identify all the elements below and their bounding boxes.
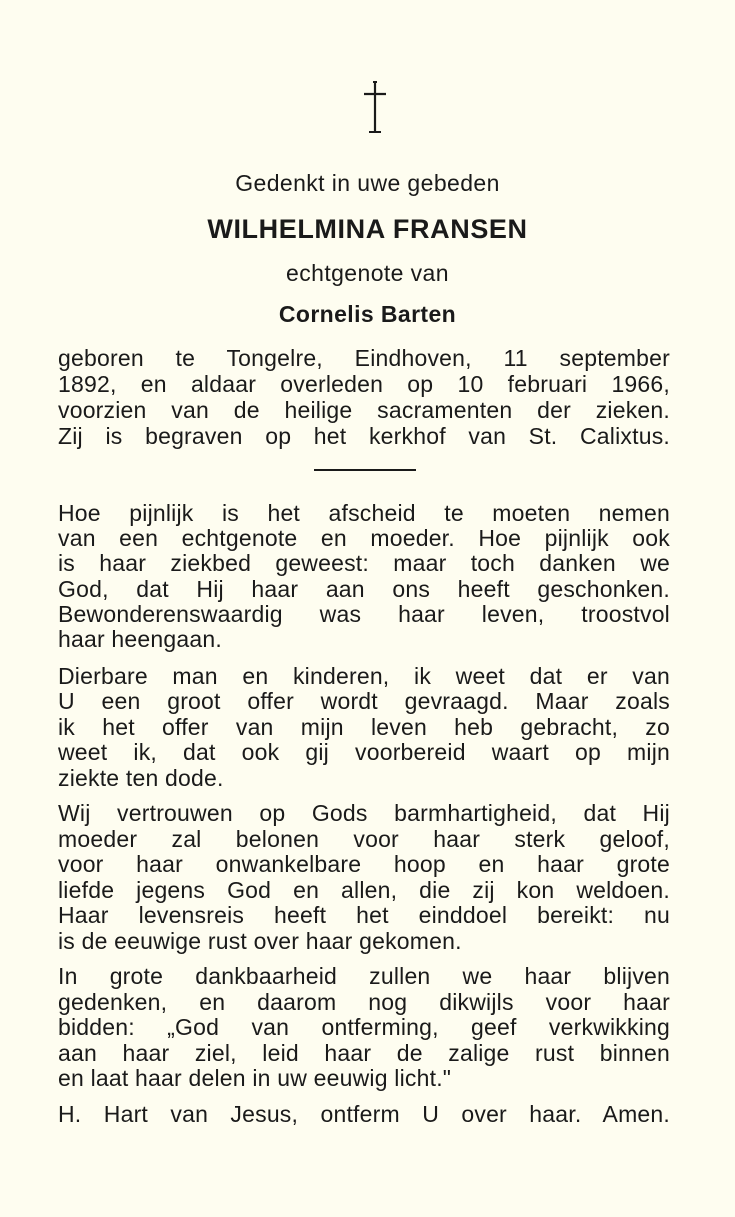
paragraph-line: haar heengaan. [58,626,222,652]
prayer-intro: Gedenkt in uwe gebeden [235,170,500,196]
paragraph-line: van een echtgenote en moeder. Hoe pijnlijk ook [58,525,670,551]
divider [314,469,416,471]
paragraph-line: Hoe pijnlijk is het afscheid te moeten nemen [58,500,670,526]
deceased-name: WILHELMINA FRANSEN [207,214,528,244]
paragraph-line: aan haar ziel, leid haar de zalige rust binnen [58,1040,670,1066]
paragraph-line: ik het offer van mijn leven heb gebracht, zo [58,714,670,740]
paragraph-line: gedenken, en daarom nog dikwijls voor haar [58,989,670,1015]
paragraph-line: ziekte ten dode. [58,765,224,791]
bio-line: Zij is begraven op het kerkhof van St. Calixtus. [58,423,670,449]
paragraph-line: Bewonderenswaardig was haar leven, troostvol [58,601,670,627]
bio-line: 1892, en aldaar overleden op 10 februari 1966, [58,371,670,397]
paragraph-line: weet ik, dat ook gij voorbereid waart op mijn [58,739,670,765]
relation-label: echtgenote van [286,260,449,286]
paragraph-line: is haar ziekbed geweest: maar toch danken we [58,550,670,576]
bio-line: geboren te Tongelre, Eindhoven, 11 september [58,345,670,371]
paragraph-line: liefde jegens God en allen, die zij kon weldoen. [58,877,670,903]
bio-line: voorzien van de heilige sacramenten der zieken. [58,397,670,423]
paragraph-line: en laat haar delen in uw eeuwig licht." [58,1065,452,1091]
paragraph-line: is de eeuwige rust over haar gekomen. [58,928,462,954]
cross-icon [358,80,392,134]
paragraph-line: Wij vertrouwen op Gods barmhartigheid, dat Hij [58,800,670,826]
paragraph-line: God, dat Hij haar aan ons heeft geschonken. [58,576,670,602]
paragraph-line: Dierbare man en kinderen, ik weet dat er van [58,663,670,689]
paragraph-line: moeder zal belonen voor haar sterk geloof, [58,826,670,852]
paragraph-line: bidden: „God van ontferming, geef verkwikking [58,1014,670,1040]
closing-prayer: H. Hart van Jesus, ontferm U over haar. Amen. [58,1101,670,1127]
paragraph-line: U een groot offer wordt gevraagd. Maar zoals [58,688,670,714]
paragraph-line: In grote dankbaarheid zullen we haar blijven [58,963,670,989]
spouse-name: Cornelis Barten [278,301,457,327]
paragraph-line: Haar levensreis heeft het einddoel bereikt: nu [58,902,670,928]
paragraph-line: voor haar onwankelbare hoop en haar grote [58,851,670,877]
